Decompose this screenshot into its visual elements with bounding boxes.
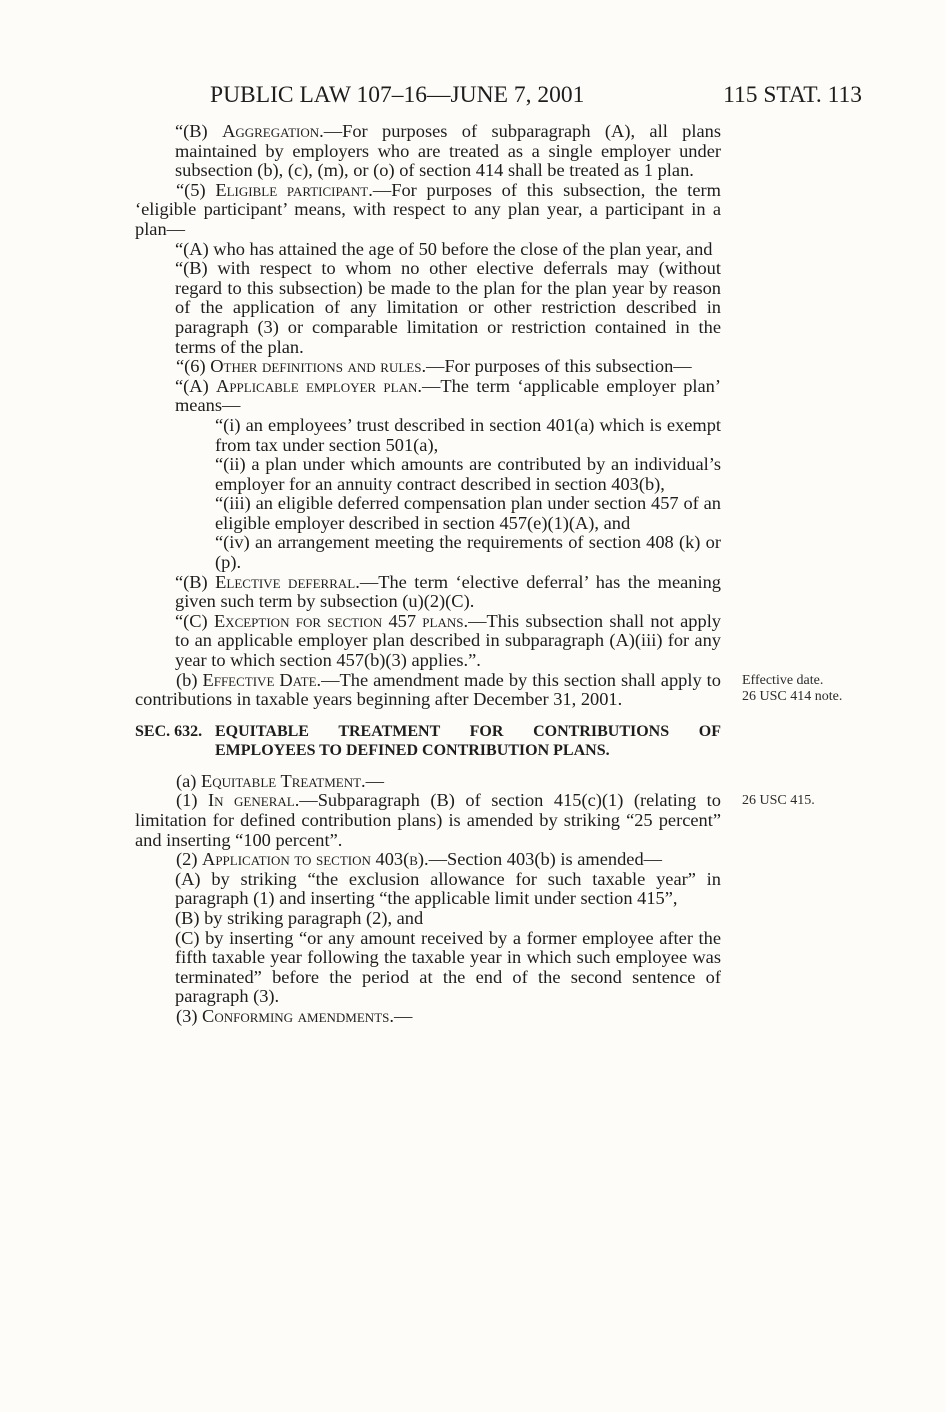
paragraph-lead: “(6) (176, 356, 211, 377)
paragraph (135, 122, 721, 181)
paragraph-heading: Eligible participant (215, 179, 369, 200)
paragraph-text: “(B) with respect to whom no other elective deferrals may (without regard to this subsection) be made to the plan for the plan year by reason of the application of any limitation or other restriction described in paragraph (3) or comparable limitation or restriction contained in the terms of the plan. (175, 258, 721, 357)
margin-note-effective: Effective date. (742, 672, 824, 688)
paragraph-text: “(A) who has attained the age of 50 before the close of the plan year, and (175, 238, 713, 259)
paragraph-effective-date (135, 671, 721, 710)
paragraph (135, 259, 721, 357)
paragraph-heading: Application to section 403(b) (202, 849, 425, 870)
running-header (210, 80, 862, 110)
paragraph-text: .—For purposes of this subsection, the term ‘eligible participant’ means, with respect to any plan year, a participant in a plan— (135, 179, 721, 239)
paragraph-text: .— (361, 770, 385, 791)
paragraph-heading: Elective deferral (215, 571, 356, 592)
paragraph-lead: (1) (176, 790, 208, 811)
paragraph (135, 494, 721, 533)
paragraph-heading: Conforming amendments (202, 1005, 390, 1026)
paragraph-heading: In general (207, 790, 295, 811)
paragraph-text: (C) by inserting “or any amount received by a former employee after the fifth taxable year following the taxable year in which such employee was terminated” before the period at the end of the second sentence of paragraph (3). (175, 927, 721, 1007)
paragraph-heading: Exception for section 457 plans (213, 610, 464, 631)
paragraph-lead: “(5) (176, 179, 216, 200)
paragraph-text: .—This subsection shall not apply to an applicable employer plan described in subparagraph (A)(iii) for any year to which section 457(b)(3) applies.”. (175, 610, 722, 671)
paragraph-lead: (b) (176, 669, 203, 690)
paragraph-lead: “(A) (175, 375, 217, 396)
header-stat-page: 115 STAT. 113 (723, 82, 862, 108)
paragraph-text: .—The term ‘elective deferral’ has the meaning given such term by subsection (u)(2)(C). (175, 571, 721, 612)
paragraph-text: .— (389, 1005, 413, 1026)
header-law-title: PUBLIC LAW 107–16—JUNE 7, 2001 (210, 82, 585, 108)
paragraph (135, 181, 721, 240)
paragraph-lead: (a) (176, 770, 202, 791)
margin-note-usc-415: 26 USC 415. (742, 793, 815, 809)
section-heading (135, 722, 721, 760)
section-number: SEC. 632. (135, 722, 203, 740)
paragraph-text: .—Section 403(b) is amended— (424, 849, 663, 870)
paragraph (135, 357, 721, 377)
paragraph-lead: (3) (176, 1005, 203, 1026)
margin-note-usc-414: 26 USC 414 note. (742, 688, 843, 704)
paragraph (135, 416, 721, 455)
paragraph-heading: Other definitions and rules (210, 356, 422, 377)
paragraph-text: (B) by striking paragraph (2), and (175, 907, 424, 928)
paragraph-group-1 (135, 122, 721, 710)
paragraph-text: “(iv) an arrangement meeting the requirements of section 408 (k) or (p). (215, 532, 721, 573)
paragraph-heading: Effective Date (202, 669, 317, 690)
paragraph-heading: Equitable Treatment (201, 770, 362, 791)
paragraph (135, 772, 721, 792)
paragraph-text: .—The amendment made by this section shall apply to contributions in taxable years beginning after December 31, 2001. (135, 669, 721, 710)
paragraph-lead: (2) (176, 849, 203, 870)
paragraph (135, 850, 721, 870)
paragraph (135, 533, 721, 572)
paragraph-in-general (135, 791, 721, 850)
paragraph (135, 573, 721, 612)
paragraph (135, 929, 721, 1007)
document-body (135, 122, 721, 1027)
paragraph (135, 870, 721, 909)
paragraph-text: “(iii) an eligible deferred compensation plan under section 457 of an eligible employer described in section 457(e)(1)(A), and (215, 493, 721, 533)
paragraph-text: (A) by striking “the exclusion allowance for such taxable year” in paragraph (1) and inserting “the applicable limit under section 415”, (175, 868, 721, 909)
paragraph-heading: Aggregation (222, 121, 320, 141)
paragraph-lead: “(C) (175, 610, 214, 631)
paragraph-group-2 (135, 772, 721, 1027)
margin-note-effective-date (742, 673, 842, 705)
paragraph (135, 1007, 721, 1027)
paragraph-text: “(i) an employees’ trust described in section 401(a) which is exempt from tax under section 501(a), (215, 414, 721, 455)
paragraph-lead: “(B) (175, 571, 216, 592)
paragraph-text: “(ii) a plan under which amounts are contributed by an individual’s employer for an annuity contract described in section 403(b), (215, 454, 721, 494)
paragraph (135, 909, 721, 929)
paragraph (135, 377, 721, 416)
paragraph-text: .—The term ‘applicable employer plan’ means— (175, 375, 721, 416)
paragraph-heading: Applicable employer plan (216, 375, 418, 396)
paragraph-lead: “(B) (175, 121, 223, 141)
paragraph (135, 455, 721, 494)
paragraph (135, 240, 721, 260)
paragraph-text: .—For purposes of this subsection— (421, 356, 692, 377)
paragraph-text: .—For purposes of subparagraph (A), all plans maintained by employers who are treated as a single employer under subsection (b), (c), (m), or (o) of section 414 shall be treated as 1 plan. (175, 121, 722, 181)
paragraph-text: .—Subparagraph (B) of section 415(c)(1) (relating to limitation for defined contribution plans) is amended by striking “25 percent” and inserting “100 percent”. (135, 790, 721, 850)
paragraph (135, 612, 721, 671)
section-title: EQUITABLE TREATMENT FOR CONTRIBUTIONS OF EMPLOYEES TO DEFINED CONTRIBUTION PLANS. (215, 722, 721, 759)
